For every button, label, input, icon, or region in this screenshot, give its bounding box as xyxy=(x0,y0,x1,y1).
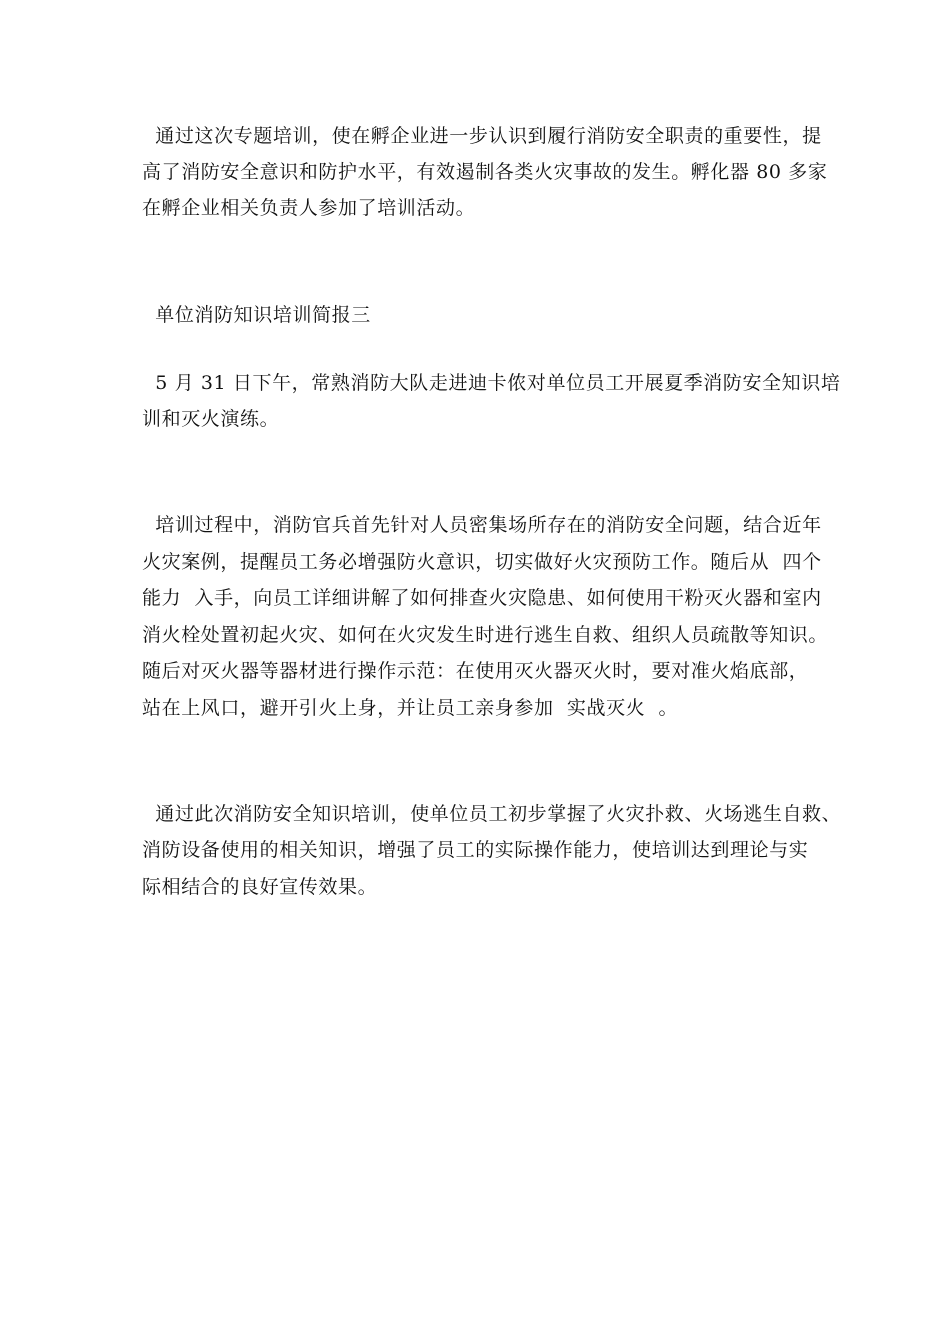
paragraph-1-line-2: 高了消防安全意识和防护水平，有效遏制各类火灾事故的发生。孵化器 80 多家 xyxy=(142,161,828,183)
paragraph-4-line-2: 消防设备使用的相关知识，增强了员工的实际操作能力，使培训达到理论与实 xyxy=(142,839,809,861)
paragraph-1-line-1: 通过这次专题培训，使在孵企业进一步认识到履行消防安全职责的重要性，提 xyxy=(142,125,822,147)
paragraph-3-line-2: 火灾案例，提醒员工务必增强防火意识，切实做好火灾预防工作。随后从 四个 xyxy=(142,551,822,573)
paragraph-2-line-1: 5 月 31 日下午，常熟消防大队走进迪卡侬对单位员工开展夏季消防安全知识培 xyxy=(142,372,841,394)
paragraph-3-line-5: 随后对灭火器等器材进行操作示范：在使用灭火器灭火时，要对准火焰底部， xyxy=(142,660,809,682)
paragraph-3-line-6: 站在上风口，避开引火上身，并让员工亲身参加 实战灭火 。 xyxy=(142,697,679,719)
paragraph-1-line-3: 在孵企业相关负责人参加了培训活动。 xyxy=(142,197,476,219)
paragraph-4-line-1: 通过此次消防安全知识培训，使单位员工初步掌握了火灾扑救、火场逃生自救、 xyxy=(142,803,842,825)
paragraph-3-line-3: 能力 入手，向员工详细讲解了如何排查火灾隐患、如何使用干粉灭火器和室内 xyxy=(142,587,822,609)
section-heading: 单位消防知识培训简报三 xyxy=(142,304,371,326)
paragraph-2-line-2: 训和灭火演练。 xyxy=(142,408,280,430)
paragraph-3-line-1: 培训过程中，消防官兵首先针对人员密集场所存在的消防安全问题，结合近年 xyxy=(142,514,822,536)
paragraph-4-line-3: 际相结合的良好宣传效果。 xyxy=(142,876,378,898)
paragraph-3-line-4: 消火栓处置初起火灾、如何在火灾发生时进行逃生自救、组织人员疏散等知识。 xyxy=(142,624,829,646)
